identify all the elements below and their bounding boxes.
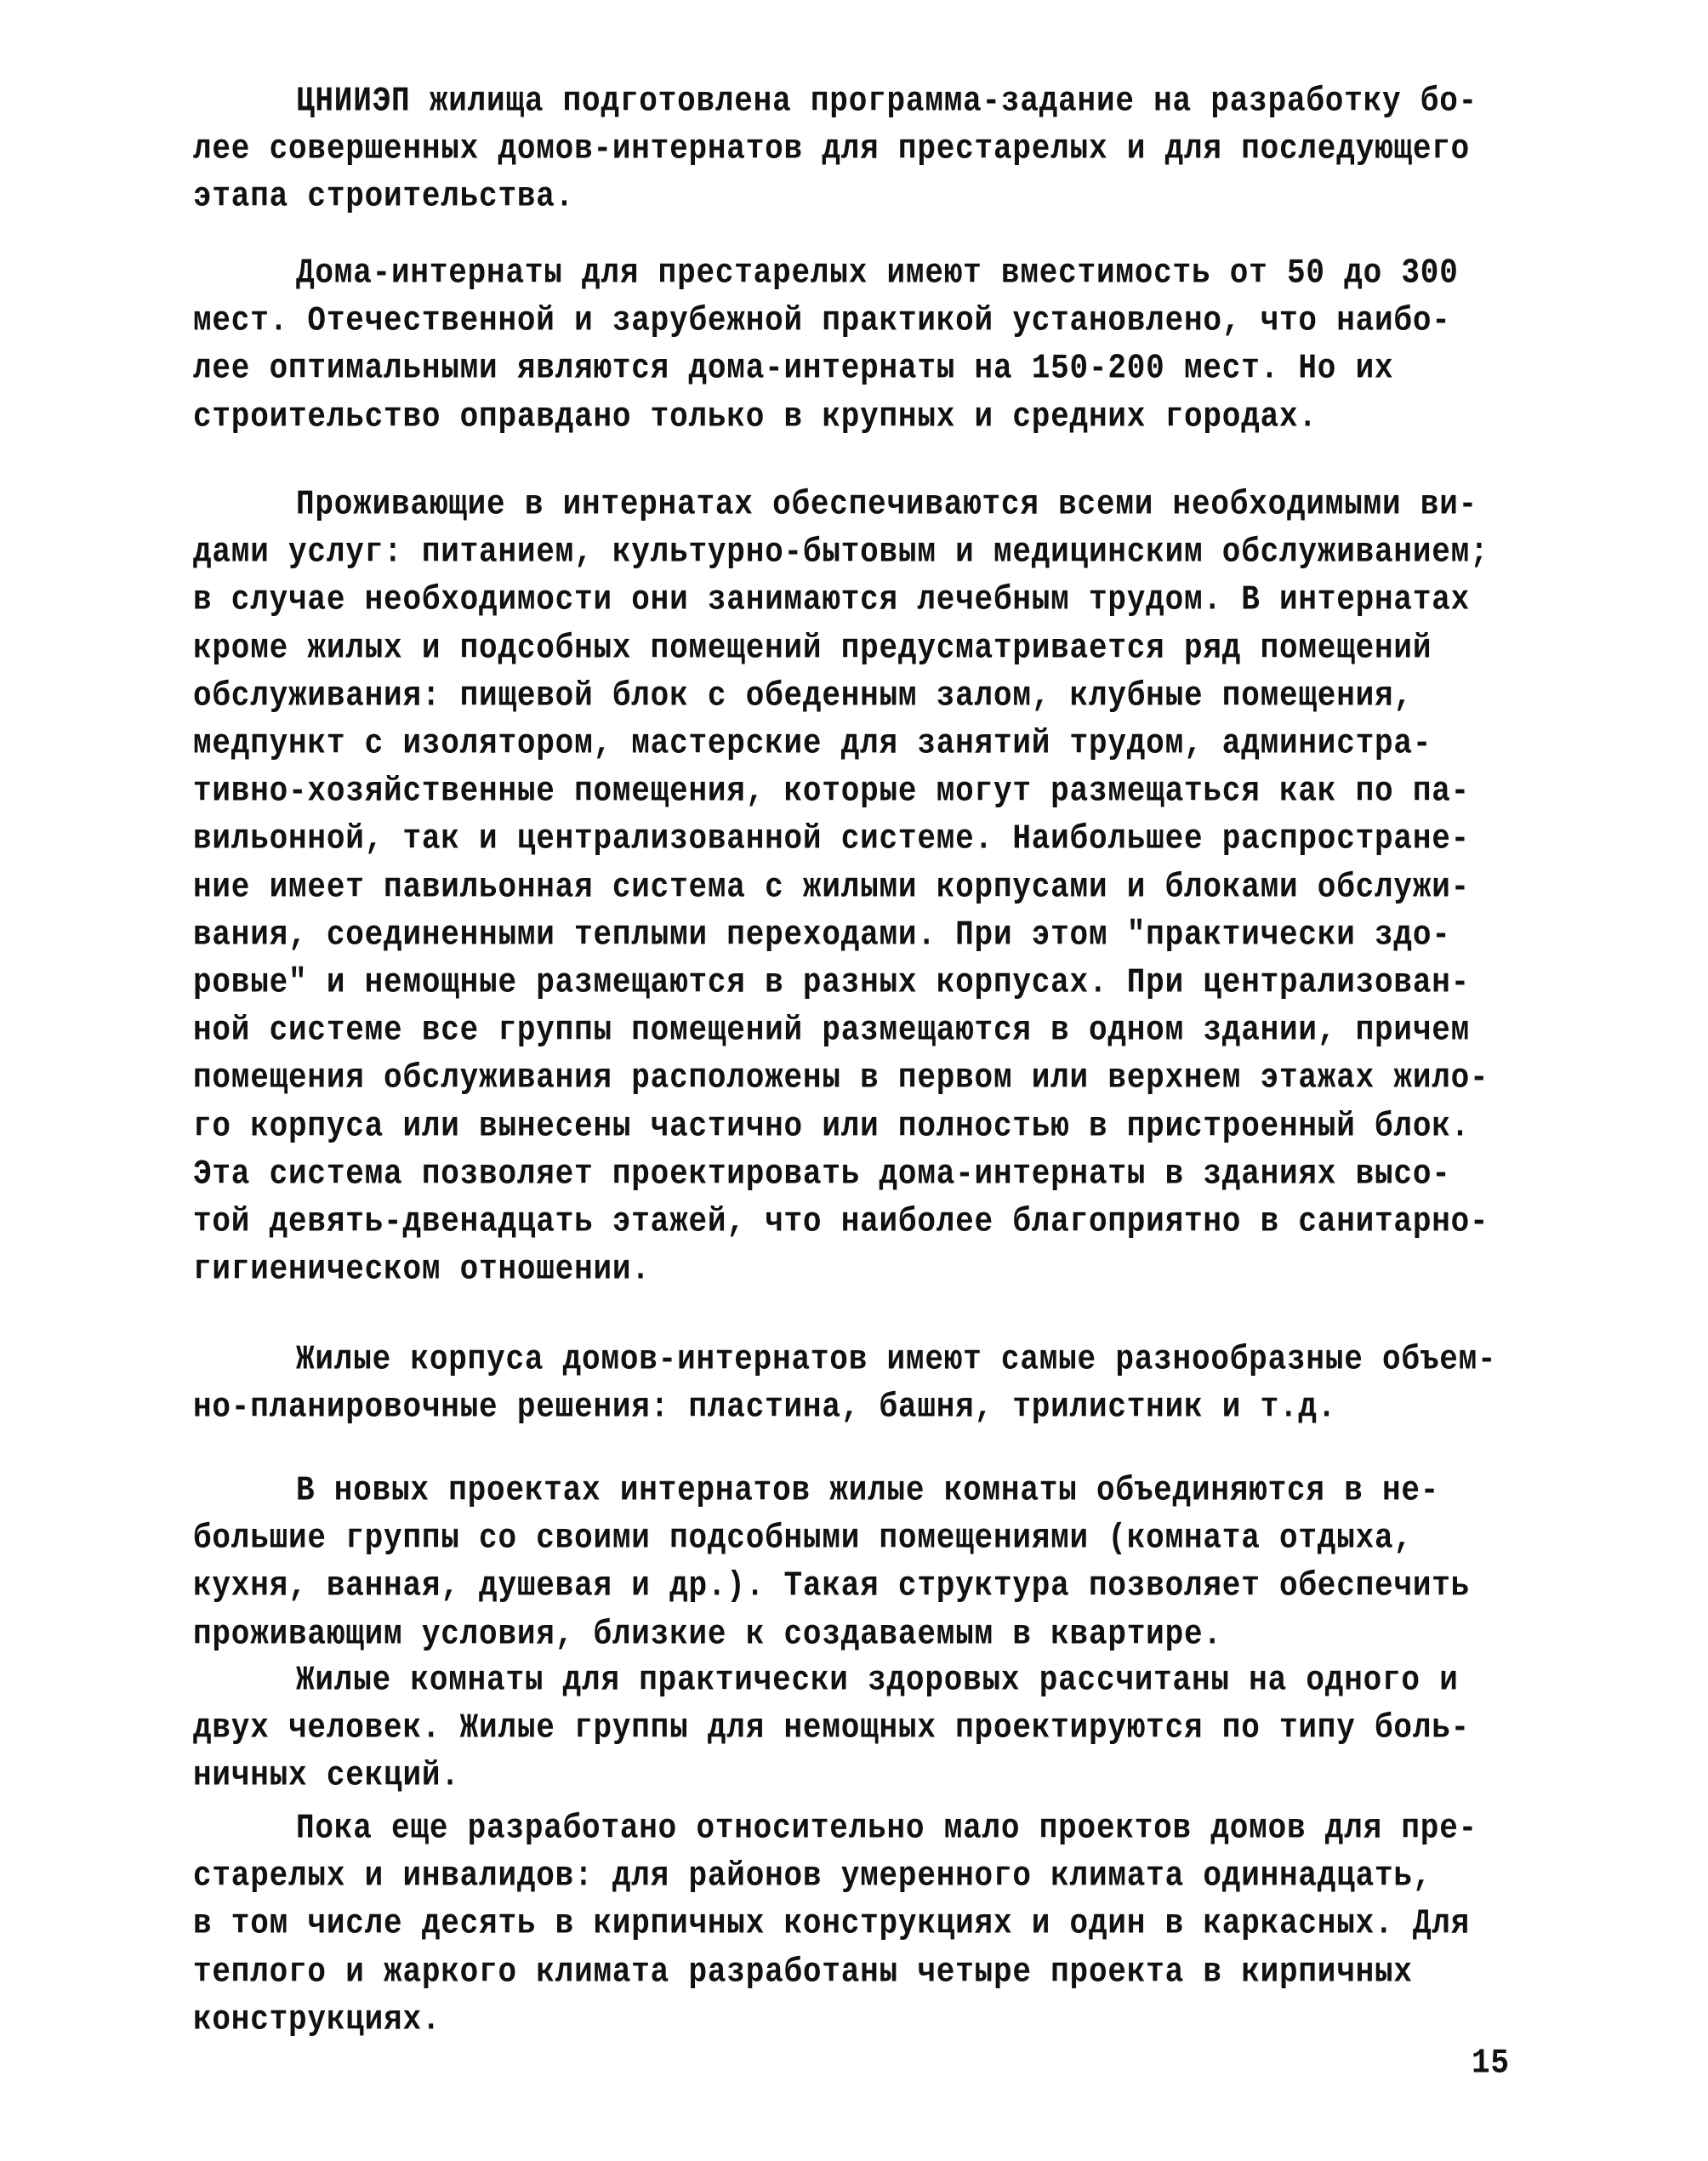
page-number: 15 [1472,2043,1510,2083]
paragraph-line: кроме жилых и подсобных помещений предусматривается ряд помещений [193,628,1432,668]
paragraph-line: старелых и инвалидов: для районов умеренного климата одиннадцать, [193,1856,1432,1896]
paragraph-line: медпункт с изолятором, мастерские для занятий трудом, администра- [193,723,1432,763]
paragraph-line: двух человек. Жилые группы для немощных проектируются по типу боль- [193,1708,1471,1748]
paragraph-line: вания, соединенными теплыми переходами. При этом "практически здо- [193,915,1451,955]
paragraph-line: лее совершенных домов-интернатов для престарелых и для последующего [193,129,1471,168]
paragraph-line: кухня, ванная, душевая и др.). Такая структура позволяет обеспечить [193,1566,1471,1606]
paragraph-line: в случае необходимости они занимаются лечебным трудом. В интернатах [193,580,1471,620]
paragraph-line: но-планировочные решения: пластина, башня, трилистник и т.д. [193,1388,1337,1427]
paragraph-line: Эта система позволяет проектировать дома-интернаты в зданиях высо- [193,1154,1451,1194]
paragraph-first-line: Дома-интернаты для престарелых имеют вместимость от 50 до 300 [296,253,1459,293]
paragraph-first-line: Жилые корпуса домов-интернатов имеют самые разнообразные объем- [296,1339,1497,1379]
paragraph-line: го корпуса или вынесены частично или полностью в пристроенный блок. [193,1106,1471,1146]
paragraph-first-line: ЦНИИЭП жилища подготовлена программа-задание на разработку бо- [296,81,1478,121]
paragraph-line: гигиеническом отношении. [193,1250,651,1289]
paragraph-line: мест. Отечественной и зарубежной практикой установлено, что наибо- [193,301,1451,340]
paragraph-line: ровые" и немощные размещаются в разных корпусах. При централизован- [193,962,1471,1002]
paragraph-line: обслуживания: пищевой блок с обеденным залом, клубные помещения, [193,676,1413,716]
paragraph-line: тивно-хозяйственные помещения, которые могут размещаться как по па- [193,772,1471,811]
paragraph-line: ние имеет павильонная система с жилыми корпусами и блоками обслужи- [193,867,1471,907]
paragraph-line: в том числе десять в кирпичных конструкциях и один в каркасных. Для [193,1904,1471,1944]
paragraph-line: ничных секций. [193,1756,460,1796]
paragraph-line: помещения обслуживания расположены в первом или верхнем этажах жило- [193,1058,1489,1098]
paragraph-line: проживающим условия, близкие к создаваемым в квартире. [193,1614,1222,1654]
paragraph-first-line: Пока еще разработано относительно мало проектов домов для пре- [296,1808,1478,1848]
paragraph-line: ной системе все группы помещений размещаются в одном здании, причем [193,1011,1471,1050]
paragraph-line: той девять-двенадцать этажей, что наиболее благоприятно в санитарно- [193,1201,1489,1241]
paragraph-line: строительство оправдано только в крупных и средних городах. [193,396,1318,436]
paragraph-first-line: Проживающие в интернатах обеспечиваются всеми необходимыми ви- [296,484,1478,524]
paragraph-line: конструкциях. [193,1999,441,2039]
paragraph-first-line: В новых проектах интернатов жилые комнаты объединяются в не- [296,1470,1440,1510]
paragraph-line: этапа строительства. [193,177,575,217]
paragraph-line: теплого и жаркого климата разработаны четыре проекта в кирпичных [193,1952,1413,1992]
paragraph-line: дами услуг: питанием, культурно-бытовым и медицинским обслуживанием; [193,533,1489,572]
paragraph-line: вильонной, так и централизованной системе. Наибольшее распростране- [193,819,1471,859]
paragraph-line: лее оптимальными являются дома-интернаты на 150-200 мест. Но их [193,349,1394,389]
paragraph-line: большие группы со своими подсобными помещениями (комната отдыха, [193,1519,1413,1558]
paragraph-first-line: Жилые комнаты для практически здоровых рассчитаны на одного и [296,1660,1459,1700]
